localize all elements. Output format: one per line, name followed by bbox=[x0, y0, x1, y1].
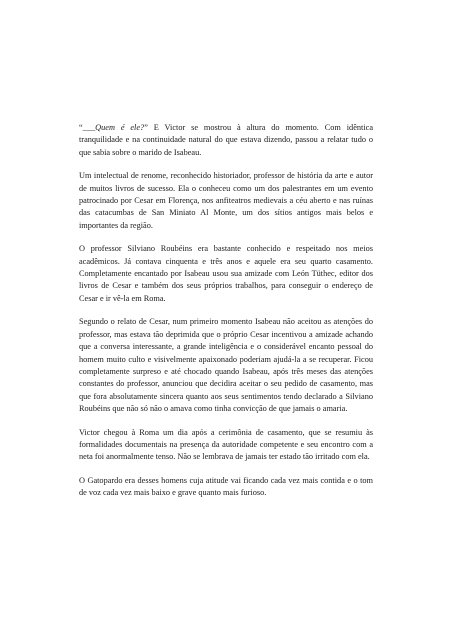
paragraph-2: Um intelectual de renome, reconhecido historiador, professor de história da arte e autor de muitos livros de sucesso. Ela o conheceu como um dos palestrantes em um evento patrocinado por Cesar em Florença, nos anfiteatros medievais a céu aberto e nas ruínas das catacumbas de San Miniato Al Monte, um dos sítios antigos mais belos e importantes da região. bbox=[79, 171, 373, 230]
paragraph-1 bbox=[79, 122, 373, 159]
paragraph-6: O Gatopardo era desses homens cuja atitude vai ficando cada vez mais contida e o tom de voz cada vez mais baixo e grave quanto mais furioso. bbox=[79, 475, 373, 498]
italic-question: Quem é ele? bbox=[95, 123, 145, 132]
paragraph-4: Segundo o relato de Cesar, num primeiro momento Isabeau não aceitou as atenções do professor, mas estava tão deprimida que o próprio Cesar incentivou a amizade achando que a conversa interessante, a grande inteligência e o considerável encanto pessoal do homem muito culto e visivelmente apaixonado poderiam ajudá-la a se recuperar. Ficou completamente surpreso e até chocado quando Isabeau, após três meses das atenções constantes do professor, anunciou que decidira aceitar o seu pedido de casamento, mas que fora absolutamente sincera quanto aos seus sentimentos tendo declarado a Silviano Roubéins que não só não o amava como tinha convicção de que jamais o amaria. bbox=[79, 317, 373, 414]
body-text bbox=[79, 122, 373, 500]
opening-quote: “___ bbox=[79, 123, 96, 132]
paragraph-3: O professor Silviano Roubéins era bastante conhecido e respeitado nos meios acadêmicos. Já contava cinquenta e três anos e aquele era seu quarto casamento. Completamente encantado por Isabeau usou sua amizade com León Tüthec, editor dos livros de Cesar e também dos seus próprios trabalhos, para conseguir o endereço de Cesar e ir vê-la em Roma. bbox=[79, 244, 373, 303]
paragraph-1-rest: ” E Victor se mostrou à altura do momento. Com idêntica tranquilidade e na continuidade natural do que estava dizendo, passou a relatar tudo o que sabia sobre o marido de Isabeau. bbox=[79, 123, 373, 157]
paragraph-5: Victor chegou à Roma um dia após a cerimônia de casamento, que se resumiu às formalidades documentais na presença da autoridade competente e seu encontro com a neta foi anormalmente tenso. Não se lembrava de jamais ter estado tão irritado com ela. bbox=[79, 427, 373, 462]
